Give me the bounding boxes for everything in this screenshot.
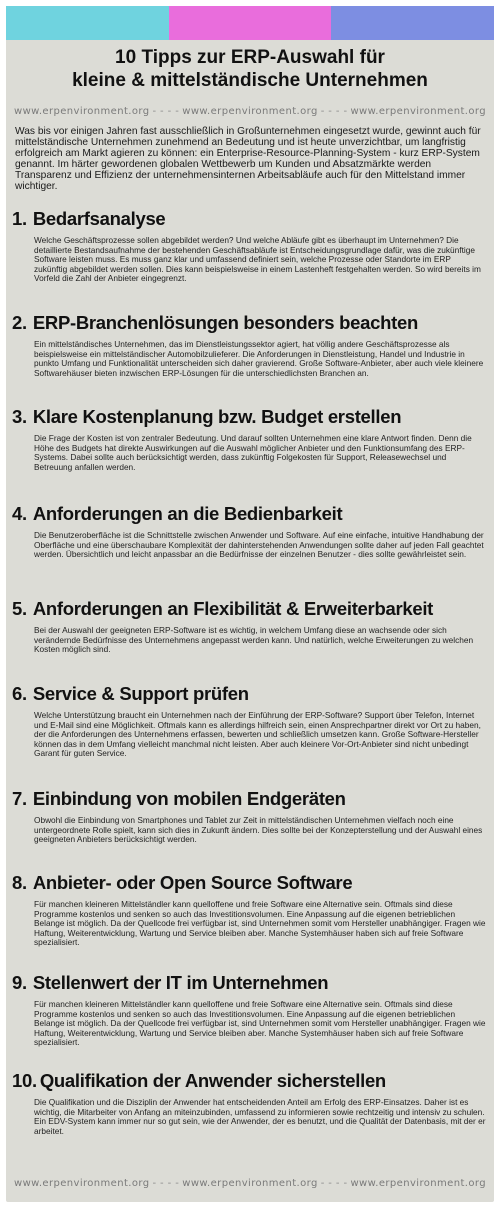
tip-text: Welche Unterstützung braucht ein Unternehmen nach der Einführung der ERP-Software? Support über Telefon, Internet und E-Mail sind eine Möglichkeit. Oftmals kann es allerdings hilfreich sein, einen Ansprechpartner direkt vor Ort zu haben, der die Anforderungen des Unternehmens erfassen, bewerten und schließlich umsetzen kann. Große Software-Hersteller können das in dem Umfang vielleicht manchmal nicht leisten. Aber auch kleinere Vor-Ort-Anbieter sind nicht unbedingt Garant für guten Service. (34, 710, 481, 759)
url-link[interactable]: www.erpenvironment.org (350, 106, 486, 117)
tip-number: 10. (12, 1070, 37, 1091)
tip-text: Die Frage der Kosten ist von zentraler Bedeutung. Und darauf sollten Unternehmen eine klare Antwort finden. Denn die Höhe des Budgets hat direkte Auswirkungen auf die Auswahl möglicher Anbieter und den Funktionsumfang des ERP-Systems. Dabei sollte auch berücksichtigt werden, dass zukünftig Folgekosten für Support, Releasewechsel und Betreuung anfallen werden. (34, 433, 472, 472)
separator: - - - - (320, 1178, 348, 1189)
tip-title: Klare Kostenplanung bzw. Budget erstellen (32, 406, 402, 427)
tip-title: Anforderungen an die Bedienbarkeit (32, 503, 343, 524)
tip-text: Die Qualifikation und die Disziplin der Anwender hat entscheidenden Anteil am Erfolg des ERP-Einsatzes. Daher ist es wichtig, die Mitarbeiter von Anfang an miteinzubinden, umfassend zu informieren sowie rechtzeitig und intensiv zu schulen. Ein EDV-System kann immer nur so gut sein, wie der Anwender, der es benutzt, und die Qualität der Datenbasis, mit der er arbeitet. (34, 1097, 486, 1136)
url-link[interactable]: www.erpenvironment.org (182, 106, 318, 117)
tip-heading (12, 503, 488, 525)
tip-heading (12, 312, 488, 334)
tip-text: Welche Geschäftsprozesse sollen abgebildet werden? Und welche Abläufe gibt es überhaupt im Unternehmen? Die detaillierte Bestandsaufnahme der bestehenden Geschäftsabläufe ist Entscheidungsgrundlage dafür, was die zukünftige Software leisten muss. Es muss ganz klar und umfassend definiert sein, welche Prozesse oder Standorte im ERP zukünftig abgebildet werden sollen. Dies kann beispielsweise in einem Lastenheft festgehalten werden. So wird bereits im Vorfeld die Zahl der Anbieter eingegrenzt. (34, 235, 481, 284)
tip-section-1 (12, 208, 488, 284)
tip-heading (12, 972, 488, 994)
separator: - - - - (320, 106, 348, 117)
tip-title: Anforderungen an Flexibilität & Erweiterbarkeit (32, 598, 434, 619)
tip-text: Die Benutzeroberfläche ist die Schnittstelle zwischen Anwender und Software. Auf eine einfache, intuitive Handhabung der Oberfläche und eine überschaubare Komplexität der dahinterstehenden Anwendungen sollte daher auf jeden Fall geachtet werden. Übersichtlich und leicht anpassbar an die Bedürfnisse der einzelnen Benutzer - dies sollte gewährleistet sein. (34, 530, 484, 560)
tip-number: 3. (12, 406, 27, 427)
tip-section-9 (12, 972, 488, 1048)
tip-number: 8. (12, 872, 27, 893)
intro-paragraph: Was bis vor einigen Jahren fast ausschließlich in Großunternehmen eingesetzt wurde, gewinnt auch für mittelständische Unternehmen zunehmend an Bedeutung und ist heute unverzichtbar, um langfristig erfolgreich am Markt agieren zu können: ein Enterprise-Resource-Planning-System - kurz ERP-System genannt. Im härter gewordenen globalen Wettbewerb um Kunden und Absatzmärkte werden Transparenz und Effizienz der unternehmensinternen Arbeitsabläufe auch für den Mittelstand immer wichtiger. (15, 126, 481, 192)
tip-title: Qualifikation der Anwender sicherstellen (39, 1070, 386, 1091)
tip-heading (12, 1070, 488, 1092)
tip-section-8 (12, 872, 488, 948)
tip-section-6 (12, 683, 488, 759)
tip-heading (12, 598, 488, 620)
title-line-1: 10 Tipps zur ERP-Auswahl für (115, 47, 385, 68)
tip-title: Anbieter- oder Open Source Software (32, 872, 353, 893)
tip-section-5 (12, 598, 488, 655)
tip-text: Ein mittelständisches Unternehmen, das im Dienstleistungssektor agiert, hat völlig andere Geschäftsprozesse als beispielsweise ein mittelständischer Automobilzulieferer. Die Anforderungen in Dienstleistung, Handel und Industrie in punkto Umfang und Funktionalität unterscheiden sich daher gravierend. Große Software-Anbieter, aber auch viele kleinere Softwarehäuser bieten inzwischen ERP-Lösungen für die unterschiedlichsten Branchen an. (34, 339, 484, 378)
url-link[interactable]: www.erpenvironment.org (14, 106, 150, 117)
tip-heading (12, 406, 488, 428)
color-bar-blue (331, 6, 494, 40)
tip-heading (12, 683, 488, 705)
title-line-2: kleine & mittelständische Unternehmen (72, 70, 428, 91)
tip-title: ERP-Branchenlösungen besonders beachten (32, 312, 418, 333)
tip-title: Einbindung von mobilen Endgeräten (32, 788, 346, 809)
tip-section-3 (12, 406, 488, 472)
url-link[interactable]: www.erpenvironment.org (182, 1178, 318, 1189)
tip-section-4 (12, 503, 488, 560)
url-row-bottom (14, 1178, 486, 1189)
tip-text: Für manchen kleineren Mittelständler kann quelloffene und freie Software eine Alternative sein. Oftmals sind diese Programme kostenlos und senken so auch das Investitionsvolumen. Eine Anpassung auf die eigenen betrieblichen Belange ist möglich. Da der Quellcode frei verfügbar ist, sind Unternehmen somit vom Hersteller unabhängiger. Fragen wie Haftung, Weiterentwicklung, Wartung und Service bleiben aber. Manche Systemhäuser haben sich auf freie Software spezialisiert. (34, 999, 486, 1048)
tip-section-7 (12, 788, 488, 845)
tip-section-10 (12, 1070, 488, 1136)
color-bar-cyan (6, 6, 169, 40)
tip-title: Service & Support prüfen (32, 683, 249, 704)
tip-heading (12, 208, 488, 230)
tip-text: Für manchen kleineren Mittelständler kann quelloffene und freie Software eine Alternative sein. Oftmals sind diese Programme kostenlos und senken so auch das Investitionsvolumen. Eine Anpassung auf die eigenen betrieblichen Belange ist möglich. Da der Quellcode frei verfügbar ist, sind Unternehmen somit vom Hersteller unabhängiger. Fragen wie Haftung, Weiterentwicklung, Wartung und Service bleiben aber. Manche Systemhäuser haben sich auf freie Software spezialisiert. (34, 899, 486, 948)
page-title (10, 46, 490, 92)
separator: - - - - (152, 1178, 180, 1189)
url-link[interactable]: www.erpenvironment.org (14, 1178, 150, 1189)
color-bar (6, 6, 494, 40)
tip-title: Stellenwert der IT im Unternehmen (32, 972, 329, 993)
tip-text: Bei der Auswahl der geeigneten ERP-Software ist es wichtig, in welchem Umfang diese an wachsende oder sich verändernde Bedürfnisse des Unternehmens angepasst werden kann. Und natürlich, welche Erweiterungen zu welchen Kosten möglich sind. (34, 625, 474, 655)
separator: - - - - (152, 106, 180, 117)
color-bar-magenta (169, 6, 332, 40)
tip-number: 6. (12, 683, 27, 704)
tip-number: 1. (12, 208, 27, 229)
url-link[interactable]: www.erpenvironment.org (350, 1178, 486, 1189)
tip-number: 9. (12, 972, 27, 993)
tip-section-2 (12, 312, 488, 378)
tip-number: 5. (12, 598, 27, 619)
tip-heading (12, 872, 488, 894)
tip-heading (12, 788, 488, 810)
tip-number: 4. (12, 503, 27, 524)
tip-title: Bedarfsanalyse (32, 208, 166, 229)
tip-text: Obwohl die Einbindung von Smartphones und Tablet zur Zeit in mittelständischen Unternehmen vielfach noch eine untergeordnete Rolle spielt, kann sich dies in Zukunft ändern. Dies sollte bei der Konzepterstellung und der Auswahl eines geeigneten Anbieters berücksichtigt werden. (34, 815, 483, 845)
url-row-top (14, 106, 486, 117)
tip-number: 7. (12, 788, 27, 809)
tip-number: 2. (12, 312, 27, 333)
